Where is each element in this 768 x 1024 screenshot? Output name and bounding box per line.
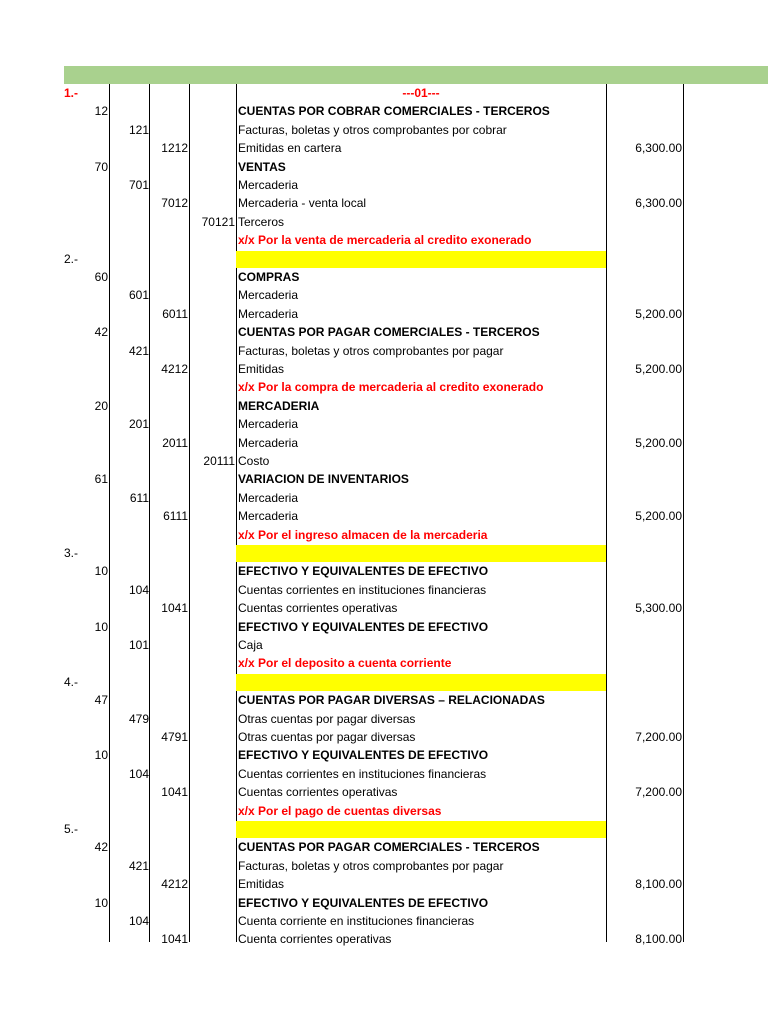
journal-row bbox=[0, 102, 768, 120]
account-description: COMPRAS bbox=[238, 270, 300, 284]
account-level-1: 47 bbox=[94, 693, 108, 708]
account-description: Cuenta corriente en instituciones financieras bbox=[238, 914, 475, 928]
account-description: Mercaderia bbox=[238, 417, 299, 432]
entry-highlight bbox=[236, 251, 606, 268]
account-level-3: 6111 bbox=[163, 509, 188, 524]
journal-row bbox=[0, 930, 768, 948]
amount: 6,300.00 bbox=[635, 141, 682, 156]
journal-row bbox=[0, 691, 768, 709]
journal-row bbox=[0, 250, 768, 268]
journal-row bbox=[0, 323, 768, 341]
amount: 6,300.00 bbox=[635, 196, 682, 211]
account-description: ---01--- bbox=[402, 86, 440, 100]
journal-row bbox=[0, 378, 768, 396]
journal-row bbox=[0, 434, 768, 452]
account-level-2: 121 bbox=[128, 122, 149, 137]
journal-row bbox=[0, 562, 768, 580]
account-level-1: 42 bbox=[94, 325, 108, 340]
journal-row bbox=[0, 176, 768, 194]
account-level-1: 12 bbox=[94, 104, 108, 119]
journal-row bbox=[0, 231, 768, 249]
account-description: Costo bbox=[238, 454, 270, 468]
account-description: Mercaderia bbox=[238, 306, 299, 321]
account-description: VARIACION DE INVENTARIOS bbox=[238, 472, 409, 487]
account-description: Emitidas en cartera bbox=[238, 141, 342, 156]
account-description: Cuentas corrientes operativas bbox=[238, 601, 398, 616]
journal-row bbox=[0, 213, 768, 231]
account-level-2: 104 bbox=[128, 766, 149, 781]
account-description: EFECTIVO Y EQUIVALENTES DE EFECTIVO bbox=[238, 564, 489, 579]
journal-row bbox=[0, 654, 768, 672]
entry-note: x/x Por el deposito a cuenta corriente bbox=[238, 656, 452, 671]
account-level-1: 20 bbox=[94, 398, 108, 413]
entry-note: x/x Por el ingreso almacen de la mercaderia bbox=[238, 527, 488, 542]
journal-row bbox=[0, 618, 768, 636]
account-description: Cuentas corrientes en instituciones financieras bbox=[238, 766, 487, 781]
account-level-2: 104 bbox=[128, 914, 149, 928]
account-description: Cuenta corrientes operativas bbox=[238, 932, 392, 947]
account-level-2: 104 bbox=[128, 582, 149, 597]
entry-number: 5.- bbox=[64, 822, 79, 836]
journal-row bbox=[0, 121, 768, 139]
account-description: Emitidas bbox=[238, 877, 285, 892]
account-description: Mercaderia bbox=[238, 178, 299, 192]
account-description: CUENTAS POR PAGAR COMERCIALES - TERCEROS bbox=[238, 325, 540, 340]
journal-row bbox=[0, 820, 768, 838]
header-band bbox=[64, 66, 768, 84]
entry-note: x/x Por la venta de mercaderia al credito exonerado bbox=[238, 233, 532, 248]
account-description: Mercaderia bbox=[238, 490, 299, 505]
account-description: EFECTIVO Y EQUIVALENTES DE EFECTIVO bbox=[238, 619, 489, 634]
journal-row bbox=[0, 783, 768, 801]
entry-number: 3.- bbox=[64, 546, 79, 560]
account-level-3: 1041 bbox=[161, 785, 188, 800]
account-level-1: 10 bbox=[94, 895, 108, 910]
journal-row bbox=[0, 765, 768, 783]
journal-row bbox=[0, 802, 768, 820]
account-level-2: 101 bbox=[128, 638, 149, 652]
account-level-2: 421 bbox=[128, 858, 149, 873]
journal-row bbox=[0, 470, 768, 488]
account-description: Mercaderia - venta local bbox=[238, 196, 367, 211]
account-description: Facturas, boletas y otros comprobantes por pagar bbox=[238, 343, 504, 358]
journal-row bbox=[0, 489, 768, 507]
journal-row bbox=[0, 710, 768, 728]
entry-number: 4.- bbox=[64, 674, 79, 689]
account-level-4: 20111 bbox=[203, 454, 235, 468]
journal-row bbox=[0, 84, 768, 102]
amount: 5,200.00 bbox=[635, 362, 682, 376]
account-level-1: 60 bbox=[94, 270, 108, 284]
journal-row bbox=[0, 857, 768, 875]
journal-row bbox=[0, 544, 768, 562]
account-level-3: 1212 bbox=[161, 141, 188, 156]
amount: 5,200.00 bbox=[635, 435, 682, 450]
account-description: Emitidas bbox=[238, 362, 285, 376]
account-level-1: 10 bbox=[94, 619, 108, 634]
journal-row bbox=[0, 286, 768, 304]
amount: 5,200.00 bbox=[635, 306, 682, 321]
account-level-3: 6011 bbox=[162, 306, 188, 321]
account-level-3: 1041 bbox=[161, 601, 188, 616]
amount: 8,100.00 bbox=[635, 877, 682, 892]
account-level-1: 10 bbox=[94, 564, 108, 579]
account-description: Cuentas corrientes en instituciones financieras bbox=[238, 582, 487, 597]
journal-row bbox=[0, 526, 768, 544]
account-description: EFECTIVO Y EQUIVALENTES DE EFECTIVO bbox=[238, 895, 489, 910]
account-level-2: 421 bbox=[128, 343, 149, 358]
account-level-1: 61 bbox=[94, 472, 108, 487]
account-description: Facturas, boletas y otros comprobantes por cobrar bbox=[238, 122, 507, 137]
journal-row bbox=[0, 415, 768, 433]
account-description: MERCADERIA bbox=[238, 398, 320, 413]
journal-row bbox=[0, 194, 768, 212]
entry-note: x/x Por el pago de cuentas diversas bbox=[238, 803, 442, 818]
entry-highlight bbox=[236, 821, 606, 838]
account-level-3: 4791 bbox=[161, 730, 188, 744]
account-level-2: 479 bbox=[128, 711, 149, 726]
journal-row bbox=[0, 673, 768, 691]
amount: 8,100.00 bbox=[635, 932, 682, 947]
account-level-3: 4212 bbox=[161, 877, 188, 892]
journal-row bbox=[0, 139, 768, 157]
account-level-4: 70121 bbox=[201, 214, 235, 229]
account-description: Mercaderia bbox=[238, 435, 299, 450]
journal-row bbox=[0, 838, 768, 856]
account-level-2: 611 bbox=[129, 490, 149, 505]
entry-highlight bbox=[236, 545, 606, 562]
account-description: CUENTAS POR PAGAR DIVERSAS – RELACIONADAS bbox=[238, 693, 545, 708]
journal-row bbox=[0, 599, 768, 617]
account-description: Facturas, boletas y otros comprobantes por pagar bbox=[238, 858, 504, 873]
amount: 7,200.00 bbox=[635, 730, 682, 744]
account-level-1: 10 bbox=[94, 748, 108, 763]
account-description: CUENTAS POR PAGAR COMERCIALES - TERCEROS bbox=[238, 840, 540, 855]
journal-row bbox=[0, 894, 768, 912]
account-level-1: 42 bbox=[94, 840, 108, 855]
amount: 5,200.00 bbox=[635, 509, 682, 524]
account-description: Terceros bbox=[238, 214, 285, 229]
journal-row bbox=[0, 746, 768, 764]
account-level-2: 601 bbox=[128, 288, 149, 303]
journal-row bbox=[0, 636, 768, 654]
account-level-2: 201 bbox=[128, 417, 149, 432]
journal-row bbox=[0, 158, 768, 176]
entry-number: 1.- bbox=[64, 86, 79, 100]
entry-highlight bbox=[236, 674, 606, 691]
account-level-3: 7012 bbox=[161, 196, 188, 211]
account-level-2: 701 bbox=[128, 178, 149, 192]
journal-row bbox=[0, 728, 768, 746]
account-level-3: 4212 bbox=[161, 362, 188, 376]
account-level-1: 70 bbox=[94, 159, 108, 174]
journal-row bbox=[0, 360, 768, 378]
account-description: Mercaderia bbox=[238, 288, 299, 303]
journal-row bbox=[0, 875, 768, 893]
entry-number: 2.- bbox=[64, 251, 79, 266]
amount: 5,300.00 bbox=[635, 601, 682, 616]
entry-note: x/x Por la compra de mercaderia al credito exonerado bbox=[238, 380, 544, 395]
journal-row bbox=[0, 452, 768, 470]
account-level-3: 1041 bbox=[161, 932, 188, 947]
amount: 7,200.00 bbox=[635, 785, 682, 800]
account-description: Otras cuentas por pagar diversas bbox=[238, 730, 416, 744]
account-description: Cuentas corrientes operativas bbox=[238, 785, 398, 800]
journal-row bbox=[0, 507, 768, 525]
journal-row bbox=[0, 342, 768, 360]
journal-row bbox=[0, 268, 768, 286]
account-description: Otras cuentas por pagar diversas bbox=[238, 711, 416, 726]
account-description: Mercaderia bbox=[238, 509, 299, 524]
account-description: Caja bbox=[238, 638, 263, 652]
account-description: EFECTIVO Y EQUIVALENTES DE EFECTIVO bbox=[238, 748, 489, 763]
journal-row bbox=[0, 305, 768, 323]
journal-row bbox=[0, 912, 768, 930]
journal-row bbox=[0, 581, 768, 599]
account-description: CUENTAS POR COBRAR COMERCIALES - TERCEROS bbox=[238, 104, 550, 119]
journal-row bbox=[0, 397, 768, 415]
account-level-3: 2011 bbox=[162, 435, 188, 450]
account-description: VENTAS bbox=[238, 159, 286, 174]
